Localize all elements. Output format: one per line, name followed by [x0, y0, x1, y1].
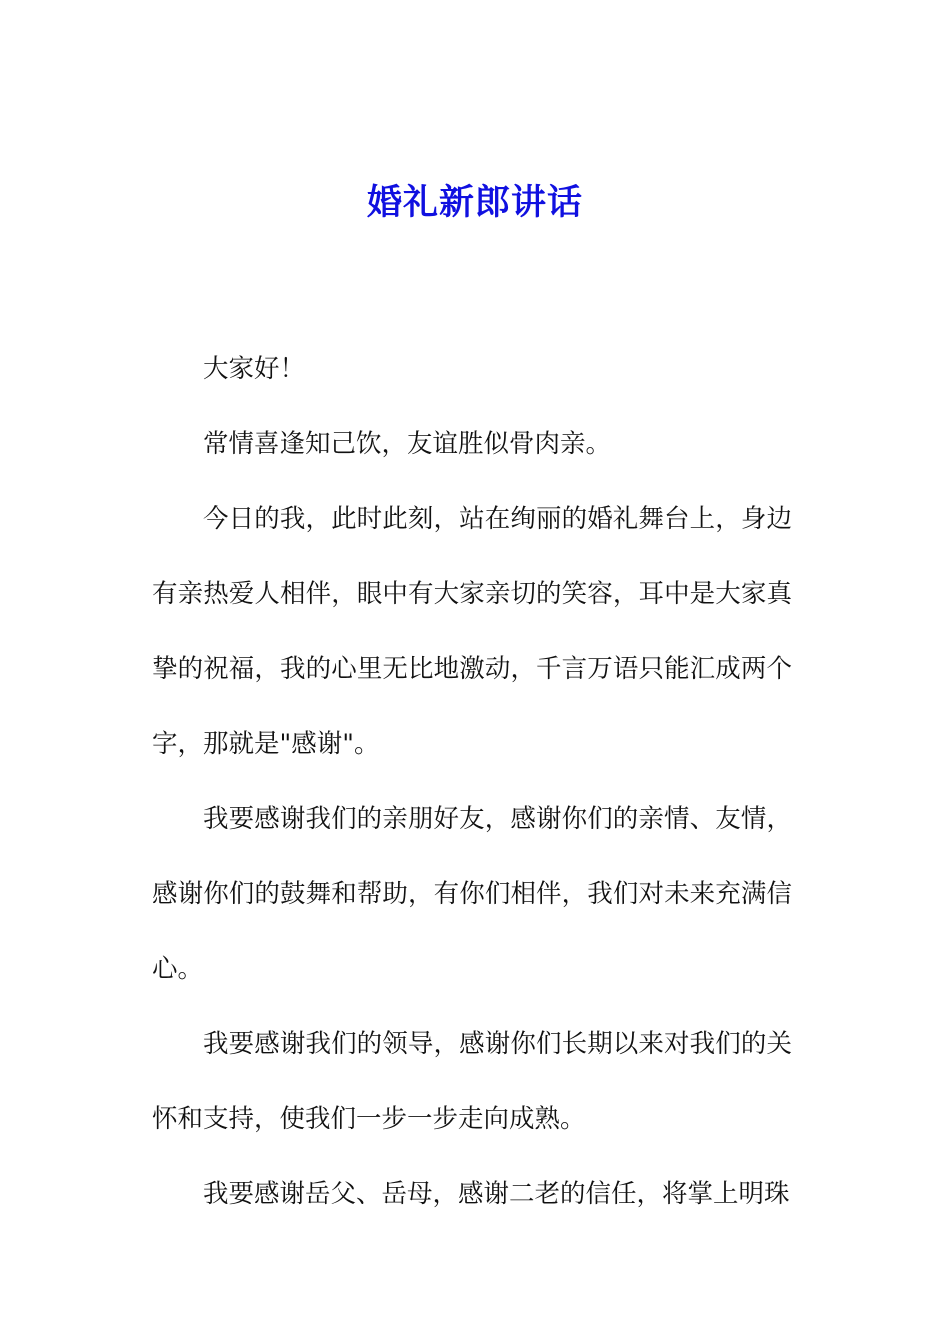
paragraph-couplet: 常情喜逢知己饮，友谊胜似骨肉亲。	[203, 429, 612, 459]
page-title: 婚礼新郎讲话	[366, 182, 583, 223]
paragraph-thanks-parents-in-law: 我要感谢岳父、岳母，感谢二老的信任，将掌上明珠	[203, 1179, 790, 1209]
paragraph-greeting: 大家好！	[203, 354, 306, 384]
paragraph-thanks-leaders: 我要感谢我们的领导，感谢你们长期以来对我们的关怀和支持，使我们一步一步走向成熟。	[152, 1029, 792, 1134]
document-body	[152, 332, 792, 1232]
paragraph-today: 今日的我，此时此刻，站在绚丽的婚礼舞台上，身边有亲热爱人相伴，眼中有大家亲切的笑容，耳中是大家真挚的祝福，我的心里无比地激动，千言万语只能汇成两个字，那就是"感谢"。	[152, 504, 792, 759]
paragraph-thanks-friends: 我要感谢我们的亲朋好友，感谢你们的亲情、友情，感谢你们的鼓舞和帮助，有你们相伴，我们对未来充满信心。	[152, 804, 792, 984]
